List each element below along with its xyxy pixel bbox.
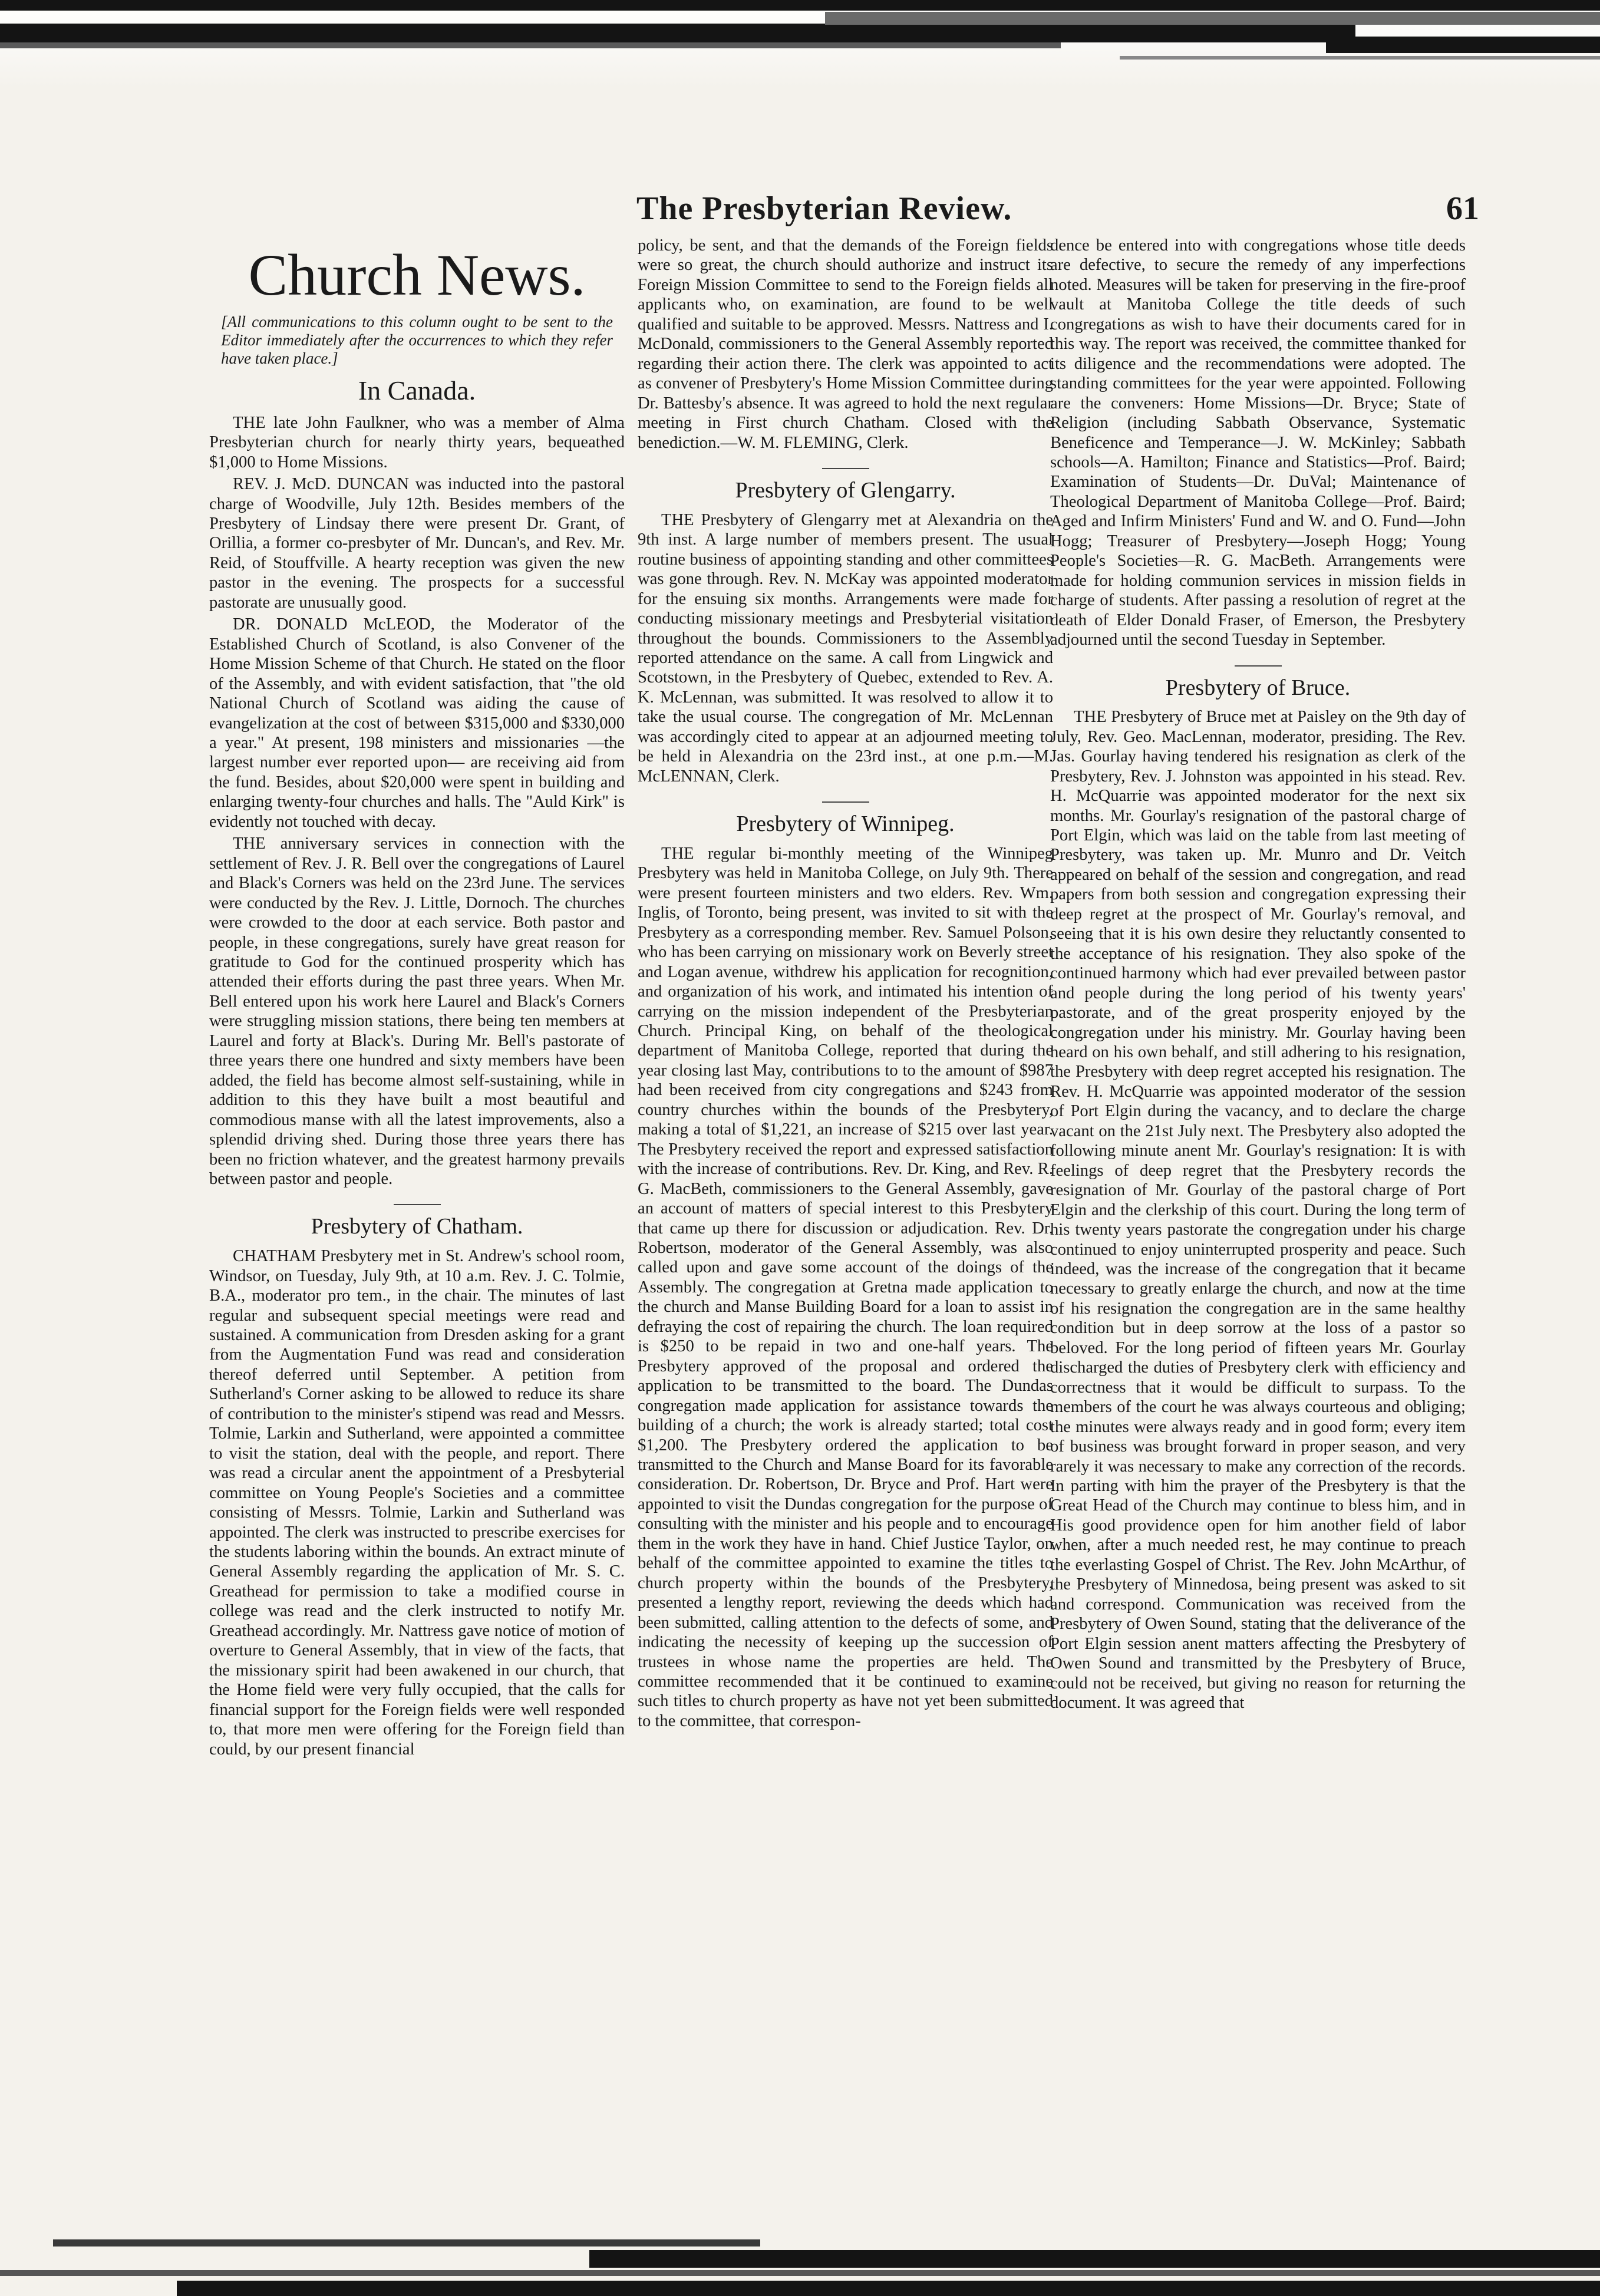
scan-bottom-edge (0, 2222, 1600, 2296)
running-title: The Presbyterian Review. (636, 190, 1012, 227)
section-divider (822, 468, 869, 469)
news-paragraph: THE anniversary services in connection with the settlement of Rev. J. R. Bell over the congregations of Laurel and Black's Corners was held on the 23rd June. The services were conducted by the Rev. J. Little, Dornoch. The churches were crowded to the door at each service. Both pastor and people, in these congregations, surely have great reason for gratitude to God for the continued prosperity which has attended their efforts during the past three years. When Mr. Bell entered upon his work here Laurel and Black's Corners were struggling mission stations, there being ten members at Laurel and forty at Black's. During Mr. Bell's pastorate of three years there one hundred and sixty members have been added, the field has become almost self-sustaining, while in addition to this they have built a most beautiful and commodious manse with all the latest improvements, also a splendid driving shed. During those three years there has been no friction whatever, and the greatest harmony prevails between pastor and people. (209, 834, 625, 1188)
bruce-paragraph: THE Presbytery of Bruce met at Paisley on the 9th day of July, Rev. Geo. MacLennan, moderator, presiding. The Rev. Jas. Gourlay having tendered his resignation as clerk of the Presbytery, Rev. J. Johnston was appointed in his stead. Rev. H. McQuarrie was appointed moderator for the next six months. Mr. Gourlay's resignation of the pastoral charge of Port Elgin, which was laid on the table from last meeting of Presbytery, was taken up. Mr. Munro and Dr. Veitch appeared on behalf of the session and congregation, and read papers from both session and congregation expressing their deep regret at the prospect of Mr. Gourlay's removal, and seeing that it is his own desire they reluctantly consented to the acceptance of his resignation. They also spoke of the continued harmony which had ever prevailed between pastor and people during the long period of his twenty years' pastorate, and of the great prosperity enjoyed by the congregation under his ministry. Mr. Gourlay having been heard on his own behalf, and still adhering to his resignation, the Presbytery with deep regret accepted his resignation. The Rev. H. McQuarrie was appointed moderator of the session of Port Elgin during the vacancy, and to declare the charge vacant on the 21st July next. The Presbytery also adopted the following minute anent Mr. Gourlay's resignation: It is with feelings of deep regret that the Presbytery records the resignation of Mr. Gourlay of the pastoral charge of Port Elgin and the clerkship of this court. During the long term of his twenty years pastorate the congregation under his charge continued to enjoy uninterrupted prosperity and peace. Such indeed, was the increase of the congregation that it became necessary to greatly enlarge the church, and now at the time of his resignation the congregation are in the same healthy condition but in deep sorrow at the loss of a pastor so beloved. For the long period of fifteen years Mr. Gourlay discharged the duties of Presbytery clerk with efficiency and correctness that it would be difficult to surpass. To the members of the court he was always courteous and obliging; the minutes were always ready and in good form; every item of business was brought forward in proper season, and very rarely it was necessary to make any correction of the records. In parting with him the prayer of the Presbytery is that the Great Head of the Church may continue to bless him, and in His good providence open for him another field of labor when, after a much needed rest, he may continue to preach the everlasting Gospel of Christ. The Rev. John McArthur, of the Presbytery of Minnedosa, being present was asked to sit and correspond. Communication was received from the Presbytery of Owen Sound, stating that the deliverance of the Port Elgin session anent matters affecting the Presbytery of Owen Sound and transmitted by the Presbytery of Bruce, could not be received, but giving no reason for returning the document. It was agreed that (1050, 708, 1466, 1712)
page-number: 61 (1446, 190, 1479, 227)
winnipeg-heading: Presbytery of Winnipeg. (736, 811, 955, 837)
glengarry-paragraph: THE Presbytery of Glengarry met at Alexandria on the 9th inst. A large number of members present. The usual routine business of appointing standing and other committees was gone through. Rev. N. McKay was appointed moderator for the ensuing six months. Arrangements were made for conducting missionary meetings and Presbyterial visitation throughout the bounds. Commissioners to the Assembly reported attendance on the same. A call from Lingwick and Scotstown, in the Presbytery of Quebec, extended to Rev. A. K. McLennan, was submitted. It was resolved to allow it to take the usual course. The congregation of Mr. McLennan was accordingly cited to appear at an adjourned meeting to be held in Alexandria on the 23rd inst., at one p.m.—M. McLENNAN, Clerk. (638, 510, 1053, 786)
news-paragraph: THE late John Faulkner, who was a member of Alma Presbyterian church for nearly thirty years, bequeathed $1,000 to Home Missions. (209, 413, 625, 471)
chatham-heading: Presbytery of Chatham. (311, 1214, 523, 1239)
column-1 (209, 236, 625, 2213)
in-canada-heading: In Canada. (358, 375, 476, 406)
scan-top-edge (0, 0, 1600, 88)
church-news-title: Church News. (248, 242, 586, 308)
section-divider (394, 1204, 441, 1205)
column-2 (638, 236, 1053, 2213)
editor-note: [All communications to this column ought to be sent to the Editor immediately after the occurrences to which they refer have taken place.] (221, 313, 613, 368)
winnipeg-paragraph: THE regular bi-monthly meeting of the Winnipeg Presbytery was held in Manitoba College, on July 9th. There were present fourteen ministers and two elders. Rev. Wm. Inglis, of Toronto, being present, was invited to sit with the Presbytery as a corresponding member. Rev. Samuel Polson, who has been carrying on missionary work on Beverly street and Logan avenue, withdrew his application for recognition, and organization of his work, and intimated his intention of carrying on the mission independent of the Presbyterian Church. Principal King, on behalf of the theological department of Manitoba College, reported that during the year closing last May, contributions to to the amount of $987 had been received from city congregations and $243 from country churches within the bounds of the Presbytery, making a total of $1,221, an increase of $215 over last year. The Presbytery received the report and expressed satisfaction with the increase of contributions. Rev. Dr. King, and Rev. R. G. MacBeth, commissioners to the General Assembly, gave an account of matters of special interest to this Presbytery that came up there for discussion or adjudication. Rev. Dr. Robertson, moderator of the General Assembly, was also called upon and gave some account of the doings of the Assembly. The congregation at Gretna made application to the church and Manse Building Board for a loan to assist in defraying the cost of repairing the church. The loan required is $250 to be repaid in two and one-half years. The Presbytery approved of the proposal and ordered the application to be transmitted to the board. The Dundas congregation made application for assistance towards the building of a church; the work is already started; total cost $1,200. The Presbytery ordered the application to be transmitted to the Church and Manse Board for its favorable consideration. Dr. Robertson, Dr. Bryce and Prof. Hart were appointed to visit the Dundas congregation for the purpose of consulting with the minister and his people and to encourage them in the work they have in hand. Chief Justice Taylor, on behalf of the committee appointed to examine the titles to church property within the bounds of the Presbytery, presented a lengthy report, reviewing the deeds which had been submitted, calling attention to the defects of some, and indicating the necessity of keeping up the succession of trustees in whose name the properties are held. The committee recommended that it be continued to examine such titles to church property as have not yet been submitted to the committee, that correspon- (638, 844, 1053, 1730)
glengarry-heading: Presbytery of Glengarry. (735, 477, 956, 503)
section-divider (822, 801, 869, 803)
section-divider (1235, 665, 1282, 667)
column-3 (1050, 236, 1466, 2213)
news-paragraph: DR. DONALD McLEOD, the Moderator of the Established Church of Scotland, is also Convener of the Home Mission Scheme of that Church. He stated on the floor of the Assembly, and with evident satisfaction, that "the old National Church of Scotland was aiding the cause of evangelization at the cost of between $315,000 and $330,000 a year." At present, 198 ministers and missionaries —the largest number ever reported upon— are receiving aid from the fund. Besides, about $20,000 were spent in building and enlarging twenty-four churches and halls. The "Auld Kirk" is evidently not touched with decay. (209, 615, 625, 831)
winnipeg-continued-paragraph: dence be entered into with congregations whose title deeds are defective, to secure the remedy of any imperfections noted. Measures will be taken for preserving in the fire-proof vault at Manitoba College the title deeds of such congregations as wish to have their documents cared for in this way. The report was received, the committee thanked for its diligence and the recommendations were adopted. The standing committees for the year were appointed. Following are the conveners: Home Missions—Dr. Bryce; State of Religion (including Sabbath Observance, Systematic Beneficence and Temperance—J. W. McKinley; Sabbath schools—A. Hamilton; Finance and Statistics—Prof. Baird; Examination of Students—Dr. DuVal; Maintenance of Theological Department of Manitoba College—Prof. Baird; Aged and Infirm Ministers' Fund and W. and O. Fund—John Hogg; Treasurer of Presbytery—Joseph Hogg; Young People's Societies—R. G. MacBeth. Arrangements were made for holding communion services in mission fields in charge of students. After passing a resolution of regret at the death of Elder Donald Fraser, of Emerson, the Presbytery adjourned until the second Tuesday in September. (1050, 236, 1466, 649)
chatham-paragraph: CHATHAM Presbytery met in St. Andrew's school room, Windsor, on Tuesday, July 9th, at 10 a.m. Rev. J. C. Tolmie, B.A., moderator pro tem., in the chair. The minutes of last regular and subsequent special meetings were read and sustained. A communication from Dresden asking for a grant from the Augmentation Fund was read and consideration thereof deferred until September. A petition from Sutherland's Corner asking to be allowed to reduce its share of contribution to the minister's stipend was read and Messrs. Tolmie, Larkin and Sutherland, were appointed a committee to visit the station, deal with the people, and report. There was read a circular anent the appointment of a Presbyterial committee on Young People's Societies and a committee consisting of Messrs. Tolmie, Larkin and Sutherland was appointed. The clerk was instructed to prescribe exercises for the students laboring within the bounds. An extract minute of General Assembly regarding the application of Mr. S. C. Greathead for permission to take a modified course in college was read and the clerk instructed to notify Mr. Greathead accordingly. Mr. Nattress gave notice of motion of overture to General Assembly, that in view of the facts, that the missionary spirit had been awakened in our church, that the Home field were very fully occupied, that the calls for financial support for the Foreign fields were well responded to, that more men were offering for the Foreign field than could, by our present financial (209, 1247, 625, 1759)
chatham-continued-paragraph: policy, be sent, and that the demands of the Foreign fields were so great, the church should authorize and instruct its Foreign Mission Committee to send to the Foreign fields all applicants who, on examination, are found to be well qualified and suitable to be approved. Messrs. Nattress and I. McDonald, commissioners to the General Assembly reported regarding their action there. The clerk was appointed to act as convener of Presbytery's Home Mission Committee during Dr. Battesby's absence. It was agreed to hold the next regular meeting in First church Chatham. Closed with the benediction.—W. M. FLEMING, Clerk. (638, 236, 1053, 452)
bruce-heading: Presbytery of Bruce. (1165, 675, 1351, 700)
news-paragraph: REV. J. McD. DUNCAN was inducted into the pastoral charge of Woodville, July 12th. Besides members of the Presbytery of Lindsay there were present Dr. Grant, of Orillia, a former co-presbyter of Mr. Duncan's, and Rev. Mr. Reid, of Stouffville. A hearty reception was given the new pastor in the evening. The prospects for a successful pastorate are unusually good. (209, 475, 625, 612)
page-header (631, 190, 1479, 231)
